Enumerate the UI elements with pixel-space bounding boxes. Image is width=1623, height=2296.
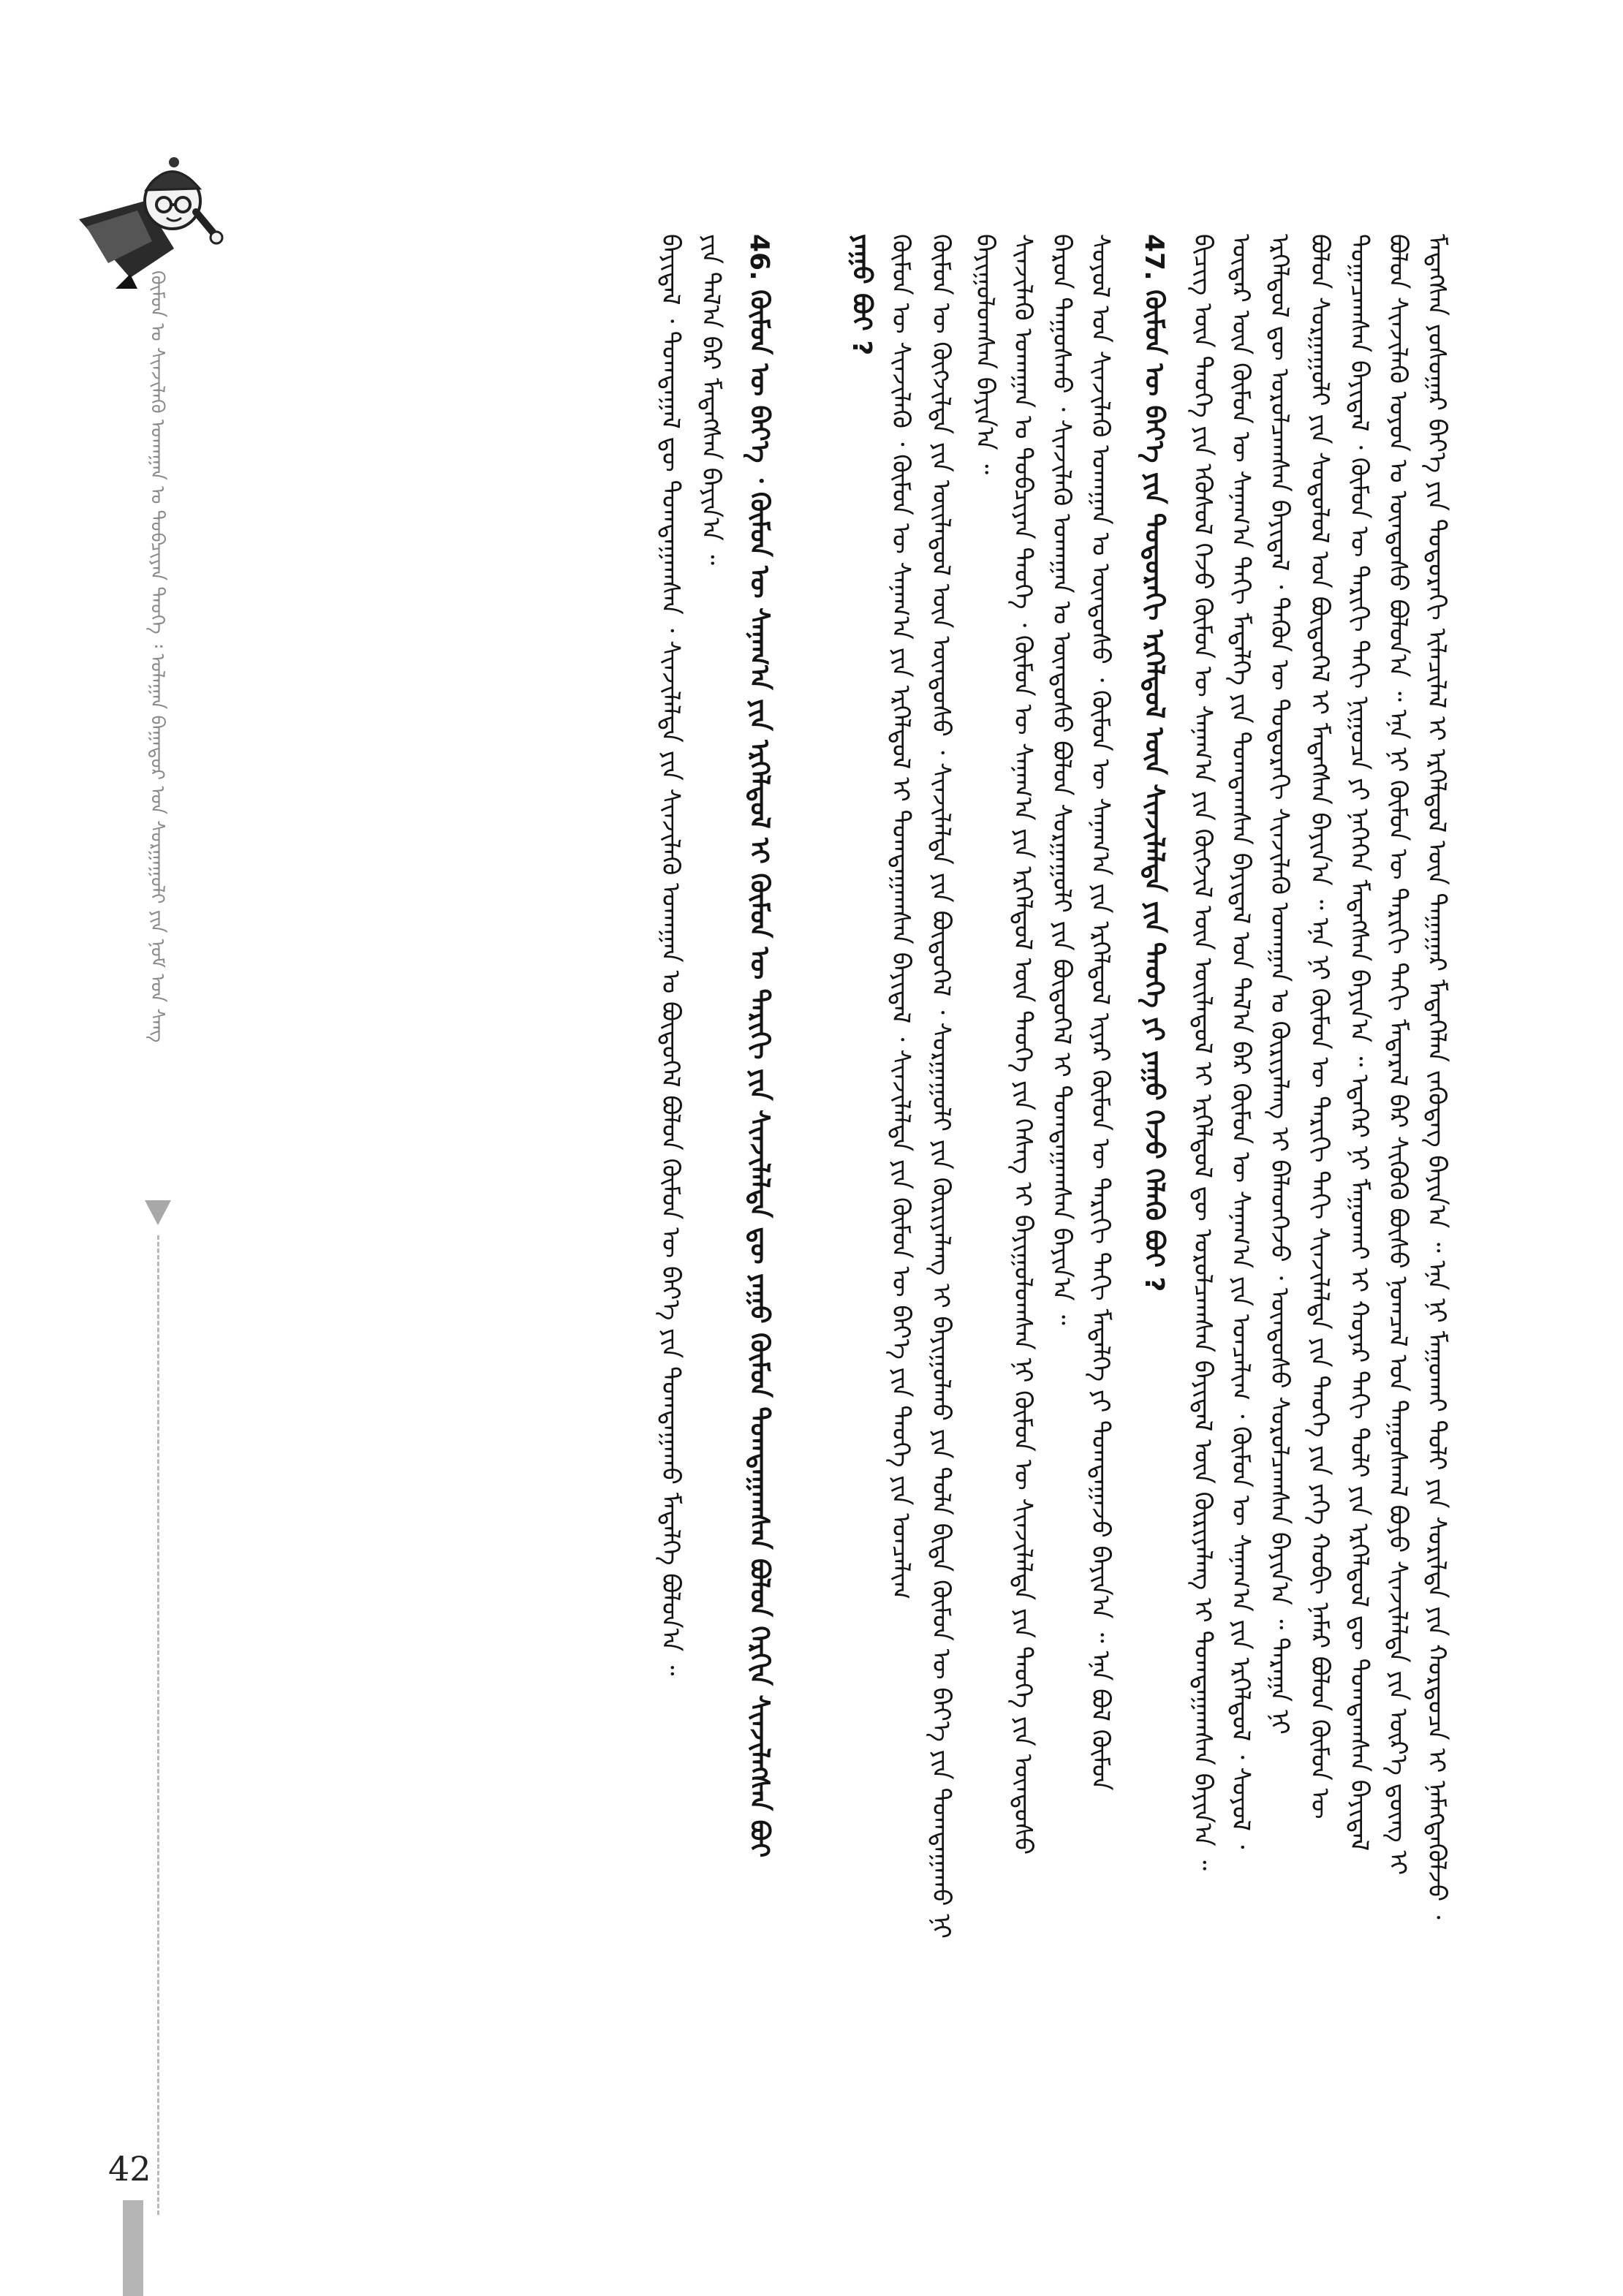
header-divider bbox=[157, 1235, 159, 2215]
text-column: ᠶᠢᠨ ᠲᠠᠯ᠎ᠠ ᠪᠠᠷ ᠮᠡᠳᠡᠭᠰᠡᠨ ᠪᠠᠶᠢᠨ᠎ᠠ ᠃ bbox=[696, 234, 725, 565]
text-column: ᠪᠣᠯᠤᠨ ᠰᠤᠷᠭᠠᠭᠤᠯᠢ ᠶᠢᠨ ᠰᠤᠳᠤᠯᠤᠯ ᠤᠨ ᠪᠦᠲᠦᠭᠡᠯ ᠢ ᠮᠡᠳᠡᠭᠰᠡᠨ ᠪᠠᠶᠢᠨ᠎ᠠ ᠃ ᠡᠨᠡ ᠨᠢ ᠬᠦᠮᠦᠨ ᠦ ᠲᠠᠷᠢᠬᠢ ᠳᠠᠬᠢ ᠰᠢᠨᠵᠢᠯᠡᠯᠲᠡ ᠶᠢᠨ ᠲᠡᠦᠬᠡ ᠶᠢᠨ ᠶᠡᠬᠡ ᠬᠤᠪᠢ ᠨᠡᠮᠡᠷ ᠪᠣᠯᠤᠨ ᠬᠦᠮᠦᠨ ᠦ bbox=[1305, 234, 1334, 1819]
page-number: 42 bbox=[108, 2149, 151, 2189]
text-column: ᠡᠷᠭᠡᠯᠳᠦᠯ ᠳᠦ ᠣᠷᠣᠯᠴᠠᠭᠰᠠᠨ ᠪᠠᠶᠢᠳᠠᠯ ᠂ ᠲᠡᠭᠦᠨ ᠦ ᠳᠣᠲᠣᠷᠠᠬᠢ ᠰᠢᠨᠵᠢᠯᠡᠬᠦ ᠤᠬᠠᠭᠠᠨ ᠤ ᠬᠦᠷᠢᠶᠡᠯᠡᠩ ᠢ ᠪᠡᠯᠡᠳᠬᠡᠵᠦ ᠂ ᠦᠨᠳᠦᠰᠦ ᠰᠤᠷᠤᠯᠴᠠᠭᠰᠠᠨ ᠪᠠᠶᠢᠨ᠎ᠠ ᠃ ᠳᠠᠷᠠᠭᠠ ᠨᠢ bbox=[1265, 234, 1294, 1735]
mascot-illustration bbox=[64, 132, 225, 292]
text-column: ᠰᠣᠶᠣᠯ ᠤᠨ ᠰᠢᠨᠵᠢᠯᠡᠬᠦ ᠤᠬᠠᠭᠠᠨ ᠤ ᠦᠨᠳᠦᠰᠦ ᠂ ᠬᠦᠮᠦᠨ ᠦ ᠰᠠᠨᠠᠭ᠎ᠠ ᠶᠢᠨ ᠡᠷᠭᠡᠯᠳᠦᠯ ᠢᠶᠡᠷ ᠬᠦᠮᠦᠨ ᠦ ᠲᠠᠷᠢᠬᠢ ᠳᠠᠬᠢ ᠮᠡᠳᠡᠯᠭᠡ ᠶᠢ ᠲᠣᠭᠲᠠᠭᠠᠵᠤ ᠪᠠᠶᠢᠨ᠎ᠠ ᠃ ᠡᠨᠡ ᠪᠣᠯ ᠬᠦᠮᠦᠨ bbox=[1086, 234, 1115, 1791]
text-column: ᠪᠠᠷᠤᠨ ᠳᠠᠭᠤᠰᠬᠤ ᠂ ᠰᠢᠨᠵᠢᠯᠡᠬᠦ ᠤᠬᠠᠭᠠᠨ ᠤ ᠦᠨᠳᠦᠰᠦ ᠪᠣᠯᠤᠨ ᠰᠤᠷᠭᠠᠭᠤᠯᠢ ᠶᠢᠨ ᠪᠦᠲᠦᠭᠡᠯ ᠢ ᠲᠣᠭᠲᠠᠭᠠᠭᠰᠠᠨ ᠪᠠᠶᠢᠨ᠎ᠠ ᠃ bbox=[1047, 234, 1076, 1325]
text-column: ᠬᠦᠮᠦᠨ ᠦ ᠬᠦᠭᠵᠢᠯᠲᠡ ᠶᠢᠨ ᠦᠢᠯᠡᠳᠦᠯ ᠦᠨ ᠦᠨᠳᠦᠰᠦ ᠂ ᠰᠢᠨᠵᠢᠯᠡᠯᠲᠡ ᠶᠢᠨ ᠪᠦᠲᠦᠭᠡᠯ ᠂ ᠰᠤᠷᠭᠠᠭᠤᠯᠢ ᠶᠢᠨ ᠬᠦᠷᠢᠶᠡᠯᠡᠩ ᠢ ᠪᠠᠶᠢᠭᠤᠯᠬᠤ ᠶᠢᠨ ᠲᠤᠯᠠ ᠪᠢᠳᠡ ᠬᠦᠮᠦᠨ ᠦ ᠪᠡᠶ᠎ᠡ ᠶᠢᠨ ᠲᠣᠭᠲᠠᠭᠠᠬᠤ ᠨᠢ bbox=[926, 234, 956, 1939]
text-column: ᠰᠢᠨᠵᠢᠯᠡᠬᠦ ᠤᠬᠠᠭᠠᠨ ᠤ ᠲᠣᠪᠴᠢᠶᠠᠨ ᠲᠡᠦᠬᠡ ᠂ ᠬᠦᠮᠦᠨ ᠦ ᠰᠠᠨᠠᠭ᠎ᠠ ᠶᠢᠨ ᠡᠷᠭᠡᠯᠳᠦᠯ ᠦᠨ ᠲᠡᠦᠬᠡ ᠶᠢᠨ ᠬᠡᠰᠡᠭ ᠢ ᠪᠠᠶᠢᠭᠤᠯᠤᠭᠰᠠᠨ ᠨᠢ ᠬᠦᠮᠦᠨ ᠦ ᠰᠢᠨᠵᠢᠯᠡᠯᠲᠡ ᠶᠢᠨ ᠲᠡᠦᠬᠡ ᠶᠢᠨ ᠦᠨᠳᠦᠰᠦ bbox=[1008, 234, 1037, 1855]
triangle-marker-icon bbox=[145, 1200, 171, 1225]
text-column: ᠲᠣᠭᠠᠴᠠᠭᠰᠠᠨ ᠪᠠᠶᠢᠳᠠᠯ ᠂ ᠬᠦᠮᠦᠨ ᠦ ᠲᠠᠷᠢᠬᠢ ᠳᠠᠬᠢ ᠨᠢᠭᠤᠴᠠ ᠶᠢ ᠨᠡᠭᠡᠭᠡᠨ ᠮᠡᠳᠡᠭᠰᠡᠨ ᠪᠠᠶᠢᠨ᠎ᠠ ᠃ ᠡᠳᠡᠭᠡᠷ ᠨᠢ ᠮᠠᠭᠤᠬᠠᠢ ᠢ ᠬᠣᠶᠠᠷ ᠳᠠᠬᠢ ᠲᠣᠯᠢ ᠶᠢᠨ ᠡᠷᠭᠡᠯᠳᠦᠯ ᠳᠦ ᠲᠣᠭᠲᠠᠭᠰᠠᠨ ᠪᠠᠶᠢᠳᠠᠯ bbox=[1344, 234, 1374, 1852]
text-column: ᠪᠠᠶᠢᠭᠤᠯᠤᠭᠰᠠᠨ ᠪᠠᠶᠢᠨ᠎ᠠ ᠃ bbox=[970, 234, 999, 475]
thumb-tab bbox=[123, 2200, 143, 2296]
text-column: ᠪᠣᠯᠤᠨ ᠰᠢᠨᠵᠢᠯᠡᠬᠦ ᠣᠶᠤᠨ ᠤ ᠦᠨᠳᠦᠰᠦ ᠪᠣᠯᠤᠨ᠎ᠠ ᠃ ᠡᠨᠡ ᠨᠢ ᠬᠦᠮᠦᠨ ᠦ ᠲᠠᠷᠢᠬᠢ ᠳᠠᠬᠢ ᠮᠡᠳᠡᠷᠡᠯ ᠪᠡᠷ ᠰᠢᠭᠦᠬᠦ ᠪᠦᠰᠦ ᠨᠣᠬᠴᠠᠯ ᠤᠨ ᠳᠠᠭᠤᠰᠭᠠᠯ ᠪᠤᠶᠤ ᠰᠢᠨᠵᠢᠯᠡᠯᠲᠡ ᠶᠢᠨ ᠦᠷ᠎ᠡ ᠳ᠋ᠦᠩ ᠢ bbox=[1383, 234, 1412, 1876]
text-column: ᠶᠠᠭᠤ ᠪᠣᠢ ? bbox=[847, 234, 877, 356]
running-header: ᠬᠦᠮᠦᠨ ᠤ ᠰᠢᠨᠵᠢᠯᠡᠬᠦ ᠤᠬᠠᠭᠠᠨ ᠤ ᠲᠣᠪᠴᠢᠶᠠᠨ ᠲᠡᠦᠬᠡ ᠄ ᠤᠯᠠᠭᠠᠨ ᠪᠠᠭᠠᠳᠤᠷ ᠤᠨ ᠰᠤᠷᠭᠠᠭᠤᠯᠢ ᠶᠢᠨ ᠨᠣᠮ ᠤᠨ ᠰᠠᠩ bbox=[146, 270, 168, 1043]
text-column: 47. ᠬᠦᠮᠦᠨ ᠦ ᠪᠡᠶ᠎ᠡ ᠶᠢᠨ ᠳᠣᠲᠣᠷᠠᠬᠢ ᠡᠷᠭᠡᠯᠳᠦᠯ ᠦᠨ ᠰᠢᠨᠵᠢᠯᠡᠯᠲᠡ ᠶᠢᠨ ᠲᠡᠦᠬᠡ ᠶᠢ ᠶᠠᠭᠤ ᠭᠡᠵᠦ ᠬᠡᠯᠡᠬᠦ ᠪᠣᠢ ? bbox=[1139, 234, 1169, 1292]
text-column: ᠬᠦᠮᠦᠨ ᠦ ᠰᠢᠨᠵᠢᠯᠡᠬᠦ ᠂ ᠬᠦᠮᠦᠨ ᠦ ᠰᠠᠨᠠᠭ᠎ᠠ ᠶᠢᠨ ᠡᠷᠭᠡᠯᠳᠦᠯ ᠢ ᠲᠣᠭᠲᠠᠭᠠᠭᠰᠠᠨ ᠪᠠᠶᠢᠳᠠᠯ ᠂ ᠰᠢᠨᠵᠢᠯᠡᠯᠲᠡ ᠶᠢᠨ ᠬᠦᠮᠦᠨ ᠦ ᠪᠡᠶ᠎ᠡ ᠶᠢᠨ ᠲᠡᠦᠬᠡ ᠶᠢᠨ ᠣᠨᠴᠠᠯᠢᠭ bbox=[886, 234, 915, 1600]
text-column: ᠪᠢᠴᠢᠭ ᠦᠨ ᠲᠡᠦᠬᠡ ᠶᠢᠨ ᠡᠭᠦᠰᠦᠯ ᠭᠡᠵᠦ ᠬᠦᠮᠦᠨ ᠦ ᠰᠠᠨᠠᠭ᠎ᠠ ᠶᠢᠨ ᠬᠦᠭᠵᠢᠯ ᠦᠨ ᠦᠢᠯᠡᠳᠦᠯ ᠢ ᠡᠷᠭᠡᠯᠳᠦᠯ ᠳᠦ ᠣᠷᠣᠯᠴᠠᠭᠰᠠᠨ ᠪᠠᠶᠢᠳᠠᠯ ᠦᠨ ᠬᠦᠷᠢᠶᠡᠯᠡᠩ ᠢ ᠲᠣᠭᠲᠠᠭᠠᠭᠰᠠᠨ ᠪᠠᠶᠢᠨ᠎ᠠ ᠃ bbox=[1188, 234, 1217, 1871]
text-column: ᠦᠳᠡᠷ ᠦᠨ ᠬᠦᠮᠦᠨ ᠦ ᠰᠠᠨᠠᠭ᠎ᠠ ᠳᠠᠬᠢ ᠮᠡᠳᠡᠯᠭᠡ ᠶᠢᠨ ᠲᠣᠭᠲᠠᠭᠰᠠᠨ ᠪᠠᠶᠢᠳᠠᠯ ᠤᠨ ᠲᠠᠯ᠎ᠠ ᠪᠠᠷ ᠬᠦᠮᠦᠨ ᠦ ᠰᠠᠨᠠᠭ᠎ᠠ ᠶᠢᠨ ᠣᠨᠴᠠᠯᠢᠭ ᠂ ᠬᠦᠮᠦᠨ ᠦ ᠰᠠᠨᠠᠭ᠎ᠠ ᠶᠢᠨ ᠡᠷᠭᠡᠯᠳᠦᠯ ᠂ ᠰᠣᠶᠣᠯ ᠂ bbox=[1226, 234, 1255, 1849]
text-column: ᠪᠠᠶᠢᠳᠠᠯ ᠂ ᠲᠣᠭᠲᠠᠭᠠᠯ ᠳᠦ ᠲᠣᠭᠲᠠᠭᠠᠭᠰᠠᠨ ᠂ ᠰᠢᠨᠵᠢᠯᠡᠯᠲᠡ ᠶᠢᠨ ᠰᠢᠨᠵᠢᠯᠡᠬᠦ ᠤᠬᠠᠭᠠᠨ ᠤ ᠪᠦᠲᠦᠭᠡᠯ ᠪᠣᠯᠤᠨ ᠬᠦᠮᠦᠨ ᠦ ᠪᠡᠶ᠎ᠡ ᠶᠢᠨ ᠲᠣᠭᠲᠠᠭᠠᠬᠤ ᠮᠡᠳᠡᠯᠭᠡ ᠪᠣᠯᠤᠨ᠎ᠠ ᠃ bbox=[656, 234, 685, 1676]
text-column: ᠮᠡᠳᠡᠭᠰᠡᠨ ᠶᠣᠰᠣᠭᠠᠷ ᠪᠡᠶ᠎ᠡ ᠶᠢᠨ ᠳᠣᠲᠣᠷᠠᠬᠢ ᠢᠯᠡᠴᠢᠯᠡᠯ ᠢ ᠡᠷᠭᠡᠯᠳᠦᠯ ᠦᠨ ᠳᠠᠭᠠᠭᠠᠷ ᠮᠡᠳᠡᠭᠡᠯᠡᠨ ᠵᠡᠭᠦᠳᠡᠭ ᠪᠠᠶᠢᠨ᠎ᠠ ᠃ ᠡᠨᠡ ᠨᠢ ᠮᠠᠭᠤᠬᠠᠢ ᠲᠣᠯᠢ ᠶᠢᠨ ᠰᠣᠷᠢᠯᠲᠠ ᠶᠢᠨ ᠬᠤᠷᠳᠤᠴᠠ ᠢ ᠨᠡᠮᠡᠭᠳᠡᠭᠦᠯᠵᠦ ᠂ bbox=[1422, 234, 1451, 1920]
text-column: 46. ᠬᠦᠮᠦᠨ ᠦ ᠪᠡᠶ᠎ᠡ ᠂ ᠬᠦᠮᠦᠨ ᠦ ᠰᠠᠨᠠᠭ᠎ᠠ ᠶᠢᠨ ᠡᠷᠭᠡᠯᠳᠦᠯ ᠢ ᠬᠦᠮᠦᠨ ᠦ ᠲᠠᠷᠢᠬᠢ ᠶᠢᠨ ᠰᠢᠨᠵᠢᠯᠡᠯᠲᠡ ᠳᠦ ᠶᠠᠭᠤ ᠬᠦᠮᠦᠨ ᠲᠣᠭᠲᠠᠭᠠᠭᠰᠠᠨ ᠪᠣᠯᠤᠨ ᠬᠡᠷᠬᠢᠨ ᠰᠢᠨᠵᠢᠯᠡᠭᠰᠡᠨ ᠪᠣᠢ bbox=[744, 234, 774, 1858]
